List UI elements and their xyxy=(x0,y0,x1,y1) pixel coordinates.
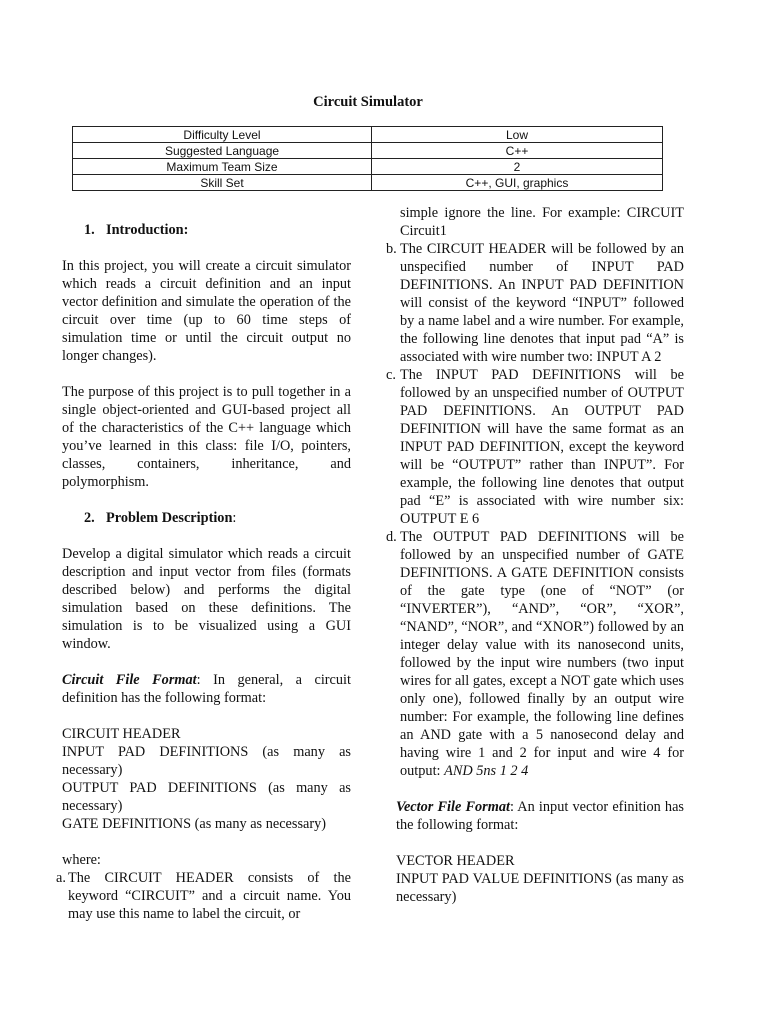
vector-line: VECTOR HEADER xyxy=(396,853,515,869)
problem-paragraph-1: Develop a digital simulator which reads a circuit description and input vector from files (formats described below) and performs the digital simulation based on these definitions. The simulation is to be visualized using a GUI window. xyxy=(62,546,351,652)
vector-line: INPUT PAD VALUE DEFINITIONS (as many as necessary) xyxy=(396,871,684,905)
list-item-c xyxy=(372,366,684,528)
list-marker: b. xyxy=(386,241,397,257)
section-heading-problem: 2. Problem Description: xyxy=(84,510,237,526)
list-item-text: The OUTPUT PAD DEFINITIONS will be followed by an unspecified number of GATE DEFINITIONS. A GATE DEFINITION consists of the gate type (one of “NOT” (or “INVERTER”), “AND”, “OR”, “XOR”, “NAND”, “NOR”, and “XNOR”) followed by an integer delay value with its nanosecond units, followed by the input wire numbers (two input wires for all gates, except a NOT gate which uses only one), followed finally by an output wire number: For example, the following line defines an AND gate with a 5 nanosecond delay and having wire 1 and 2 for input and wire 4 for output: xyxy=(400,529,684,779)
where-label: where: xyxy=(62,852,101,868)
intro-paragraph-2: The purpose of this project is to pull together in a single object-oriented and GUI-based project all of the characteristics of the C++ language which you’ve learned in this class: file I/O, pointers, classes, containers, inheritance, and polymorphism. xyxy=(62,384,351,490)
vector-format-paragraph xyxy=(372,798,684,834)
table-cell-value: C++, GUI, graphics xyxy=(372,175,663,191)
section-title: Introduction: xyxy=(106,222,189,238)
project-info-table xyxy=(72,126,663,191)
format-line: OUTPUT PAD DEFINITIONS (as many as necessary) xyxy=(62,780,351,814)
table-cell-value: C++ xyxy=(372,143,663,159)
list-marker: d. xyxy=(386,529,397,545)
list-marker: a. xyxy=(56,870,66,886)
format-line: GATE DEFINITIONS (as many as necessary) xyxy=(62,816,327,832)
list-item-b xyxy=(372,240,684,366)
list-item-text: The CIRCUIT HEADER consists of the keyword “CIRCUIT” and a circuit name. You may use this name to label the circuit, or xyxy=(68,870,351,922)
list-item-text: The CIRCUIT HEADER will be followed by an unspecified number of INPUT PAD DEFINITIONS. An INPUT PAD DEFINITION will consist of the keyword “INPUT” followed by a name label and a wire number. For example, the following line denotes that input pad “A” is associated with wire number two: INPUT A 2 xyxy=(400,241,684,365)
left-column xyxy=(56,204,351,923)
list-item-a xyxy=(56,869,351,923)
vector-format-text: : An input vector efinition has the following format: xyxy=(396,799,684,833)
list-marker: c. xyxy=(386,367,396,383)
list-item-text: The INPUT PAD DEFINITIONS will be followed by an unspecified number of OUTPUT PAD DEFINITIONS. An OUTPUT PAD DEFINITION will have the same format as an INPUT PAD DEFINITION, except the keyword will be “OUTPUT” rather than INPUT”. For example, the following line denotes that output pad “E” is associated with wire number six: OUTPUT E 6 xyxy=(400,367,684,527)
table-row xyxy=(73,159,663,175)
gate-example: AND 5ns 1 2 4 xyxy=(444,763,529,779)
table-row xyxy=(73,175,663,191)
circuit-format-label: Circuit File Format xyxy=(62,672,197,688)
format-line: CIRCUIT HEADER xyxy=(62,726,181,742)
section-title: Problem Description xyxy=(106,510,233,526)
list-item-d xyxy=(372,528,684,780)
format-line: INPUT PAD DEFINITIONS (as many as necessary) xyxy=(62,744,351,778)
table-cell-value: 2 xyxy=(372,159,663,175)
table-cell-value: Low xyxy=(372,127,663,143)
right-column xyxy=(372,204,684,906)
section-number: 2. xyxy=(84,510,95,526)
continuation-text: simple ignore the line. For example: CIRCUIT Circuit1 xyxy=(400,205,684,239)
table-cell-label: Suggested Language xyxy=(73,143,372,159)
intro-paragraph-1: In this project, you will create a circuit simulator which reads a circuit definition and an input vector definition and simulate the operation of the circuit over time (up to 60 time steps of simulation time or until the circuit output no longer changes). xyxy=(62,258,351,364)
vector-format-label: Vector File Format xyxy=(396,799,510,815)
page-title: Circuit Simulator xyxy=(313,94,423,110)
table-row xyxy=(73,127,663,143)
circuit-format-text: : In general, a circuit definition has the following format: xyxy=(62,672,351,706)
table-row xyxy=(73,143,663,159)
table-cell-label: Skill Set xyxy=(73,175,372,191)
section-number: 1. xyxy=(84,222,95,238)
section-heading-introduction xyxy=(84,221,351,239)
circuit-format-paragraph xyxy=(62,671,351,707)
table-cell-label: Maximum Team Size xyxy=(73,159,372,175)
table-cell-label: Difficulty Level xyxy=(73,127,372,143)
